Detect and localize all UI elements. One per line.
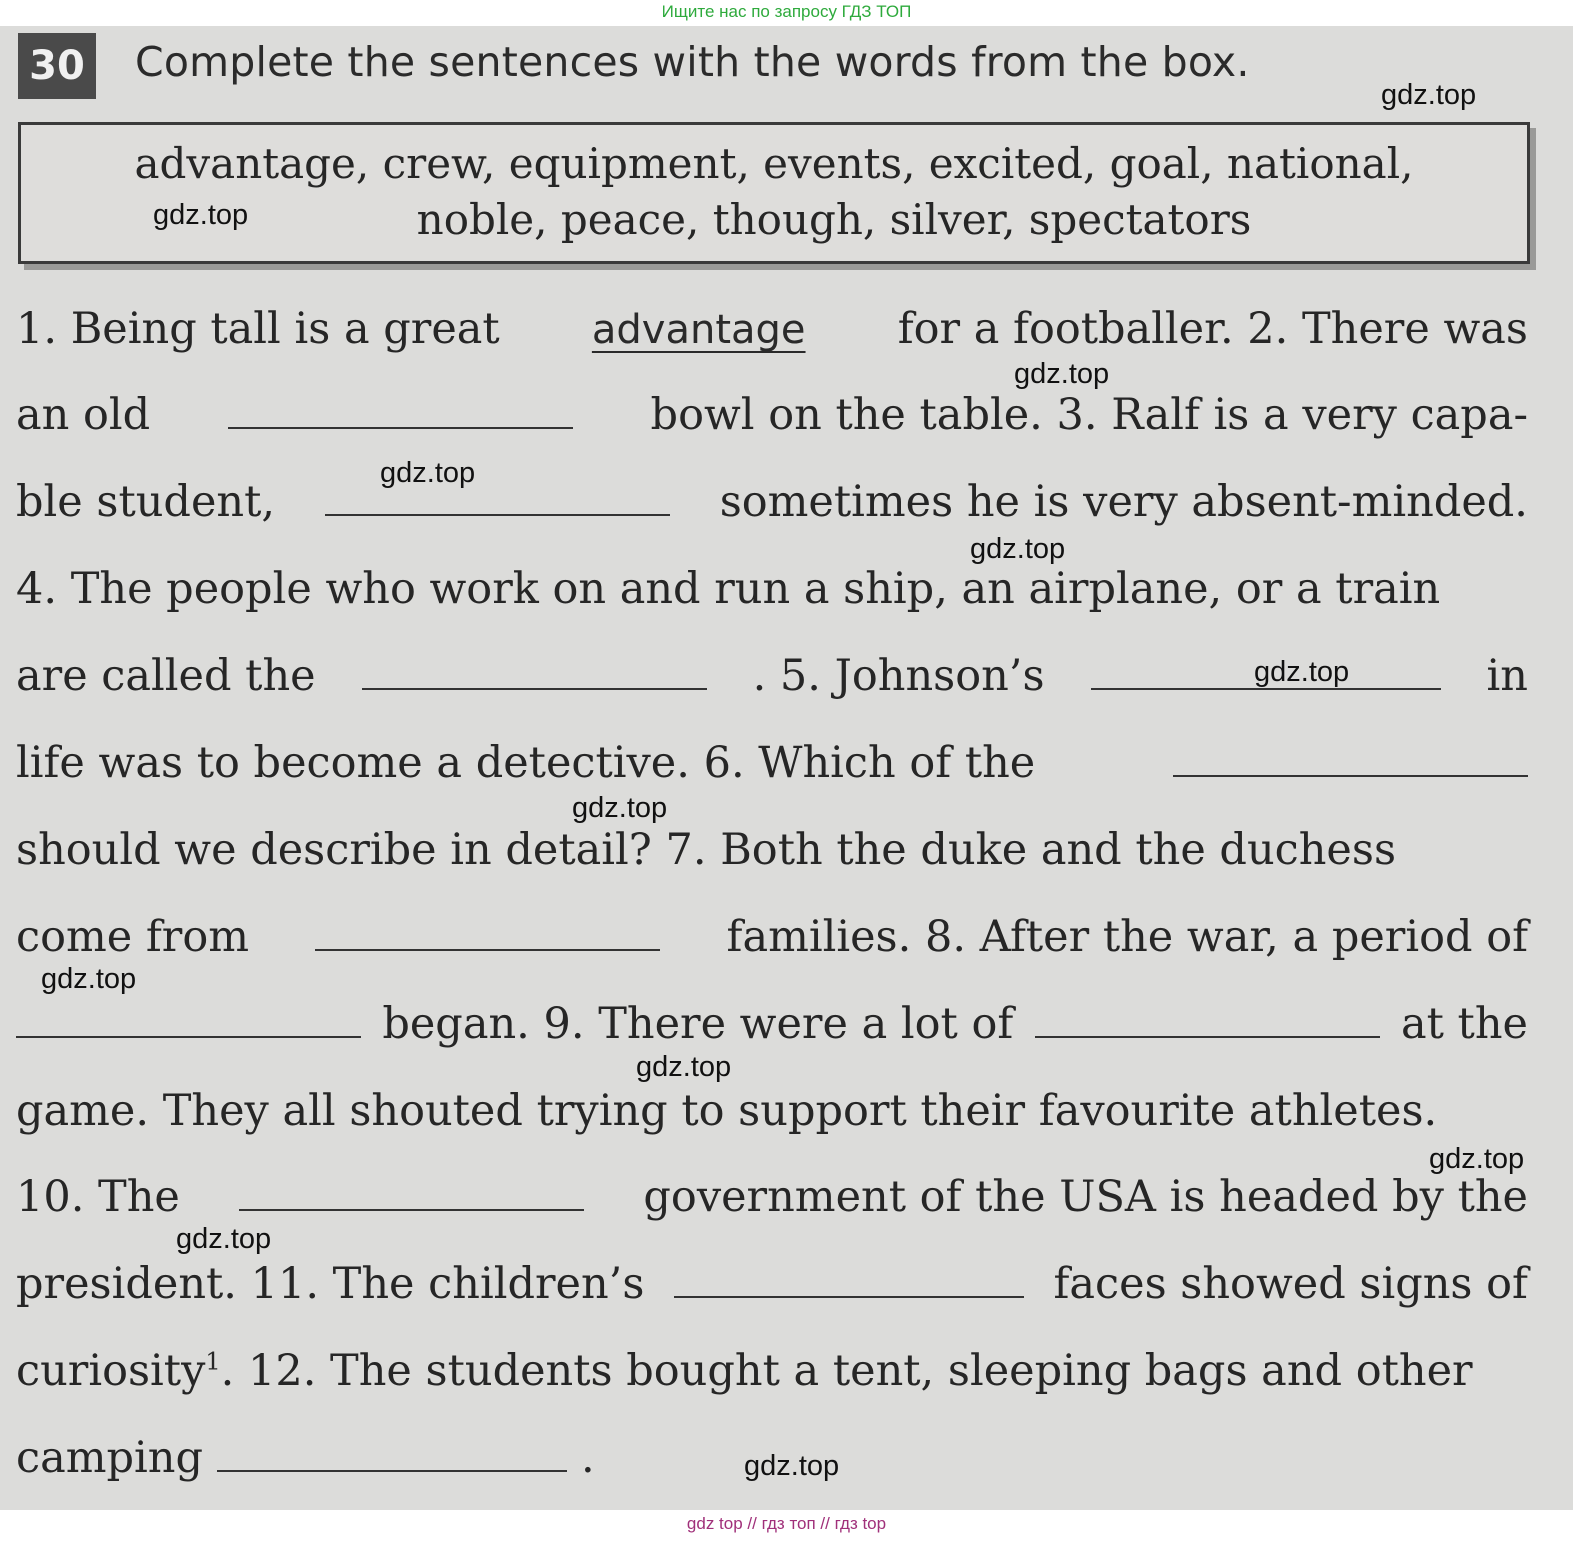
text-line-13	[16, 1346, 1528, 1396]
watermark: gdz.top	[176, 1223, 272, 1255]
answer-blank-2[interactable]	[228, 426, 573, 429]
text-segment: 1. Being tall is a great	[16, 304, 500, 354]
answer-blank-4[interactable]	[362, 687, 707, 690]
text-line-9	[16, 999, 1528, 1049]
answer-blank-10[interactable]	[239, 1208, 584, 1211]
watermark: gdz.top	[380, 457, 476, 489]
text-segment: an old	[16, 390, 151, 440]
text-line-4	[16, 564, 1528, 614]
text-segment: should we describe in detail? 7. Both the duke and the duchess	[16, 825, 1397, 875]
exercise-number: 30	[18, 33, 96, 99]
word-box	[18, 122, 1530, 264]
watermark: gdz.top	[572, 792, 668, 824]
text-segment: government of the USA is headed by the	[643, 1172, 1528, 1222]
text-segment: come from	[16, 912, 249, 962]
text-line-8	[16, 912, 1528, 962]
answer-blank-8[interactable]	[16, 1035, 361, 1038]
answer-blank-7[interactable]	[315, 948, 660, 951]
text-segment: families. 8. After the war, a period of	[726, 912, 1528, 962]
text-segment: in	[1486, 651, 1528, 701]
word-box-line-2: noble, peace, though, silver, spectators	[416, 195, 1252, 244]
text-segment: bowl on the table. 3. Ralf is a very capa-	[650, 390, 1528, 440]
textbook-page	[0, 26, 1573, 1510]
word-box-line-1: advantage, crew, equipment, events, excited, goal, national,	[134, 139, 1414, 188]
text-segment: faces showed signs of	[1053, 1259, 1528, 1309]
answer-advantage: advantage	[591, 307, 806, 353]
text-segment: 4. The people who work on and run a ship, an airplane, or a train	[16, 564, 1441, 614]
text-line-12	[16, 1259, 1528, 1309]
text-segment: 10. The	[16, 1172, 180, 1222]
text-line-11	[16, 1172, 1528, 1222]
watermark: gdz.top	[1254, 656, 1350, 688]
text-line-7	[16, 825, 1528, 875]
watermark: gdz.top	[744, 1450, 840, 1482]
text-line-1	[16, 304, 1528, 354]
text-segment: are called the	[16, 651, 316, 701]
text-segment: . 5. Johnson’s	[752, 651, 1045, 701]
text-segment: .	[581, 1433, 595, 1483]
watermark: gdz.top	[1429, 1143, 1525, 1175]
text-line-3	[16, 477, 1528, 527]
answer-blank-12[interactable]	[217, 1469, 567, 1472]
text-segment: curiosity$^1$. 12. The students bought a tent, sleeping bags and other	[16, 1346, 1473, 1396]
answer-blank-11[interactable]	[674, 1295, 1024, 1298]
text-segment: life was to become a detective. 6. Which of the	[16, 738, 1036, 788]
text-segment: president. 11. The children’s	[16, 1259, 645, 1309]
text-segment: for a footballer. 2. There was	[897, 304, 1528, 354]
text-line-2	[16, 390, 1528, 440]
text-segment: at the	[1400, 999, 1528, 1049]
top-banner: Ищите нас по запросу ГДЗ ТОП	[661, 2, 912, 21]
footnote-marker: 1	[205, 1347, 221, 1376]
bottom-banner: gdz top // гдз топ // гдз top	[686, 1514, 887, 1533]
watermark: gdz.top	[41, 963, 137, 995]
text-line-6	[16, 738, 1528, 788]
watermark: gdz.top	[153, 199, 249, 231]
text-line-10	[16, 1086, 1528, 1136]
text-segment: sometimes he is very absent-minded.	[719, 477, 1528, 527]
exercise-instruction: Complete the sentences with the words from the box.	[135, 38, 1250, 86]
answer-blank-9[interactable]	[1035, 1035, 1380, 1038]
watermark: gdz.top	[970, 533, 1066, 565]
text-segment: camping	[16, 1433, 203, 1483]
answer-blank-6[interactable]	[1173, 774, 1528, 777]
watermark: gdz.top	[1381, 79, 1477, 111]
text-segment: game. They all shouted trying to support their favourite athletes.	[16, 1086, 1438, 1136]
watermark: gdz.top	[636, 1051, 732, 1083]
text-segment: ble student,	[16, 477, 276, 527]
answer-blank-3[interactable]	[325, 513, 670, 516]
text-segment: began. 9. There were a lot of	[382, 999, 1014, 1049]
watermark: gdz.top	[1014, 358, 1110, 390]
